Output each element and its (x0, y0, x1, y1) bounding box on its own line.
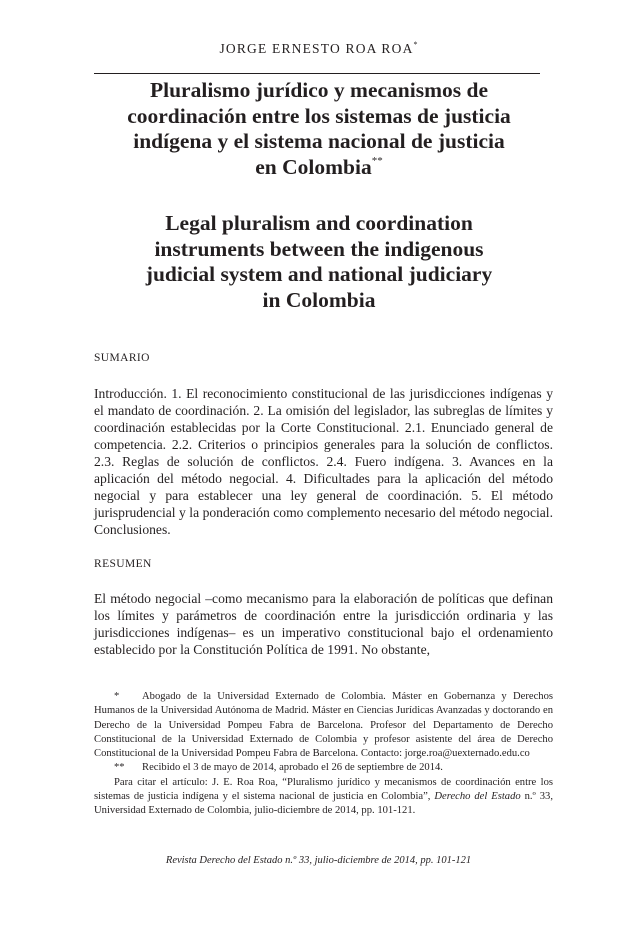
english-title-line-4: in Colombia (262, 287, 376, 312)
resumen-text: El método negocial –como mecanismo para la elaboración de políticas que definan los límites y parámetros de coordinación entre la jurisdicción ordinaria y las jurisdicciones indígenas– es un imperativo constitucional bajo el ordenamiento establecido por la Constitución Política de 1991. No obstante, (94, 591, 553, 657)
english-title-line-1: Legal pluralism and coordination (165, 211, 473, 235)
spanish-title-line-3: indígena y el sistema nacional de justicia (133, 129, 505, 153)
title-footnote-mark: ** (371, 154, 383, 167)
footnotes (94, 690, 553, 819)
footnote-author (94, 690, 553, 761)
running-footer: Revista Derecho del Estado n.º 33, julio-diciembre de 2014, pp. 101-121 (165, 855, 472, 866)
citation-journal: Derecho del Estado (434, 791, 521, 803)
spanish-title-line-2: coordinación entre los sistemas de justicia (127, 103, 511, 128)
citation-prefix: Para citar el artículo: J. E. Roa Roa, “Pluralismo jurídico y mecanismos de coordinación entre los sistemas de justicia indígena y el sistema nacional de justicia en Colombia”, (94, 776, 553, 803)
footnote-author-text: Abogado de la Universidad Externado de Colombia. Máster en Gobernanza y Derechos Humanos de la Universidad Autónoma de Madrid. Máster en Ciencias Jurídicas Avanzadas y doctorando en Derecho de la Universidad Pompeu Fabra de Barcelona. Profesor del Departamento de Derecho Constitucional de la Universidad Externado de Colombia y profesor asistente del área de Derecho Constitucional de la Universidad Pompeu Fabra de Barcelona. Contacto: jorge.roa@uexternado.edu.co (94, 691, 553, 760)
author-header (0, 40, 637, 57)
spanish-title-line-4: en Colombia (255, 154, 372, 179)
footnote-author-mark: * (114, 691, 120, 702)
spanish-title-line-1: Pluralismo jurídico y mecanismos de (149, 78, 488, 102)
footnote-received (94, 761, 553, 775)
footnote-citation (94, 776, 553, 819)
author-footnote-mark: * (413, 40, 418, 49)
english-title-line-2: instruments between the indigenous (154, 236, 484, 261)
author-name: JORGE ERNESTO ROA ROA (219, 41, 414, 56)
spanish-title (82, 78, 556, 180)
sumario-text: Introducción. 1. El reconocimiento constitucional de las jurisdicciones indígenas y el mandato de coordinación. 2. La omisión del legislador, las subreglas de límites y coordinación establecidas por la Corte Constitucional. 2.1. Enunciado general de competencia. 2.2. Criterios o principios generales para la solución de conflictos. 2.3. Reglas de solución de conflictos. 2.4. Fuero indígena. 3. Avances en la aplicación del método negocial. 4. Dificultades para la aplicación del método negocial y para establecer una ley general de coordinación. 5. El método jurisprudencial y la ponderación como complemento necesario del método negocial. Conclusiones. (94, 386, 553, 537)
footnote-received-mark: ** (114, 762, 125, 774)
sumario-heading: SUMARIO (94, 352, 150, 364)
english-title (82, 211, 556, 313)
footnote-received-text: Recibido el 3 de mayo de 2014, aprobado el 26 de septiembre de 2014. (142, 762, 443, 774)
citation-suffix: n.º 33, Universidad Externado de Colombia, julio-diciembre de 2014, pp. 101-121. (94, 791, 553, 817)
resumen-heading: RESUMEN (94, 558, 152, 570)
english-title-line-3: judicial system and national judiciary (145, 262, 493, 286)
header-rule (94, 73, 540, 74)
